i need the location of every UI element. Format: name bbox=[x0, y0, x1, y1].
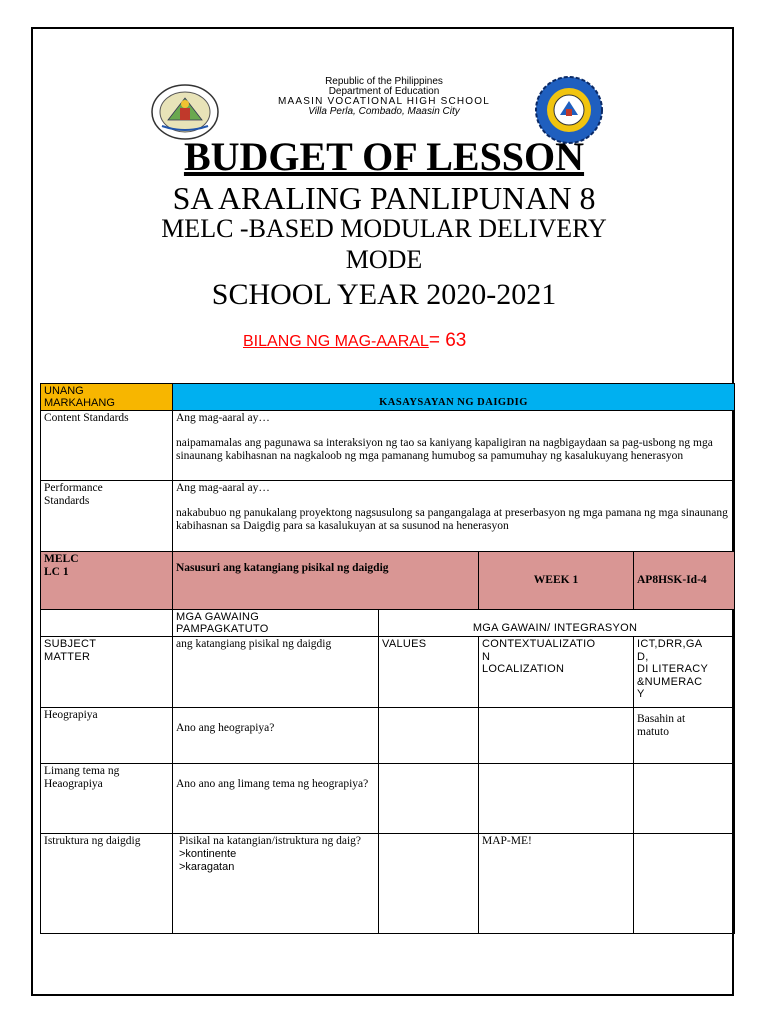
row-activity: Ano ang heograpiya? bbox=[173, 708, 379, 764]
melc-title-line1: MELC -BASED MODULAR DELIVERY bbox=[161, 214, 607, 243]
ict-cell bbox=[634, 637, 735, 708]
budget-table bbox=[40, 383, 735, 934]
gawain-header-line1: MGA GAWAING bbox=[176, 611, 260, 623]
quarter-line1: UNANG bbox=[44, 385, 84, 397]
performance-standards-label bbox=[41, 481, 173, 552]
istruktura-ict bbox=[634, 834, 735, 934]
table-row-quarter bbox=[41, 384, 735, 411]
subject-matter-line1: SUBJECT bbox=[44, 638, 97, 650]
melc-label-cell bbox=[41, 552, 173, 610]
contextualization-cell bbox=[479, 637, 634, 708]
gawain-header-cell bbox=[173, 610, 379, 637]
table-row-melc bbox=[41, 552, 735, 610]
table-row-content-standards bbox=[41, 411, 735, 481]
melc-label-line1: MELC bbox=[44, 553, 79, 565]
row-context bbox=[479, 708, 634, 764]
ict-line2: D, bbox=[637, 650, 649, 663]
ict-line5: Y bbox=[637, 688, 645, 700]
content-standards-label: Content Standards bbox=[41, 411, 173, 481]
melc-competency: Nasusuri ang katangiang pisikal ng daigdig bbox=[173, 552, 479, 610]
istruktura-item-kontinente: >kontinente bbox=[179, 848, 237, 860]
melc-title-line2: MODE bbox=[345, 245, 423, 274]
integrasyon-header-cell: MGA GAWAIN/ INTEGRASYON bbox=[379, 610, 735, 637]
subject-title: SA ARALING PANLIPUNAN 8 bbox=[172, 180, 596, 216]
subject-matter-label bbox=[41, 637, 173, 708]
istruktura-label: Istruktura ng daigdig bbox=[41, 834, 173, 934]
istruktura-values bbox=[379, 834, 479, 934]
school-address: Villa Perla, Combado, Maasin City bbox=[308, 106, 460, 117]
contextual-line1: CONTEXTUALIZATIO bbox=[482, 638, 596, 650]
table-row-column-headers bbox=[41, 610, 735, 637]
content-standards-intro: Ang mag-aaral ay… bbox=[176, 412, 270, 424]
istruktura-activity-cell bbox=[173, 834, 379, 934]
student-count-label: BILANG NG MAG-AARAL bbox=[243, 333, 429, 350]
student-count bbox=[243, 330, 466, 352]
subject-matter-line2: MATTER bbox=[44, 651, 91, 663]
quarter-cell bbox=[41, 384, 173, 411]
school-year: SCHOOL YEAR 2020-2021 bbox=[211, 278, 557, 311]
republic-text: Republic of the Philippines bbox=[325, 76, 443, 87]
performance-standards-intro: Ang mag-aaral ay… bbox=[176, 482, 270, 494]
row-context bbox=[479, 764, 634, 834]
empty-header-cell bbox=[41, 610, 173, 637]
school-name: MAASIN VOCATIONAL HIGH SCHOOL bbox=[277, 96, 491, 107]
student-count-value: = 63 bbox=[428, 330, 467, 351]
ict-line3: DI LITERACY bbox=[637, 663, 709, 675]
week-cell: WEEK 1 bbox=[479, 552, 634, 610]
istruktura-item-karagatan: >karagatan bbox=[179, 861, 235, 873]
row-ict bbox=[634, 764, 735, 834]
istruktura-activity: Pisikal na katangian/istruktura ng daig? bbox=[179, 835, 362, 847]
row-ict-line1: Basahin at bbox=[637, 713, 686, 725]
content-standards-cell bbox=[173, 411, 735, 481]
ict-line1: ICT,DRR,GA bbox=[637, 638, 703, 650]
istruktura-context: MAP-ME! bbox=[479, 834, 634, 934]
table-row bbox=[41, 708, 735, 764]
table-row-istruktura bbox=[41, 834, 735, 934]
topic-cell: KASAYSAYAN NG DAIGDIG bbox=[173, 384, 735, 411]
row-label: Limang tema ng Heaograpiya bbox=[41, 764, 173, 834]
contextual-line3: LOCALIZATION bbox=[482, 663, 565, 675]
table-row-performance-standards bbox=[41, 481, 735, 552]
row-ict bbox=[634, 708, 735, 764]
page-title: BUDGET OF LESSON bbox=[183, 134, 585, 179]
subject-topic-cell: ang katangiang pisikal ng daigdig bbox=[173, 637, 379, 708]
content-standards-text: naipamamalas ang pagunawa sa interaksiyon ng tao sa kaniyang kapaligiran na nagbigaydaan sa pag-usbong ng mga sinaunang kabihasnan na nagkaloob ng mga pamanang humubog sa pamumuhay ng kasalukuyang henerasyon bbox=[176, 437, 713, 462]
row-ict-line2: matuto bbox=[637, 726, 669, 738]
contextual-line2: N bbox=[482, 650, 491, 663]
ict-line4: &NUMERAC bbox=[637, 675, 703, 688]
performance-standards-text: nakabubuo ng panukalang proyektong nagsusulong sa pangangalaga at preserbasyon ng mga pamana ng mga sinaunang kabihasnan sa Daigdig para sa kasalukuyan at sa susunod na henerasyon bbox=[176, 507, 728, 532]
performance-standards-cell bbox=[173, 481, 735, 552]
values-cell: VALUES bbox=[379, 637, 479, 708]
row-values bbox=[379, 764, 479, 834]
melc-code-cell: AP8HSK-Id-4 bbox=[634, 552, 735, 610]
table-row-subject-matter bbox=[41, 637, 735, 708]
department-text: Department of Education bbox=[328, 86, 440, 97]
row-values bbox=[379, 708, 479, 764]
quarter-line2: MARKAHANG bbox=[44, 397, 115, 409]
table-row bbox=[41, 764, 735, 834]
performance-label-line2: Standards bbox=[44, 495, 90, 507]
gawain-header-line2: PAMPAGKATUTO bbox=[176, 623, 269, 635]
row-label: Heograpiya bbox=[41, 708, 173, 764]
melc-label-line2: LC 1 bbox=[44, 566, 69, 578]
performance-label-line1: Performance bbox=[44, 482, 103, 494]
row-activity: Ano ano ang limang tema ng heograpiya? bbox=[173, 764, 379, 834]
